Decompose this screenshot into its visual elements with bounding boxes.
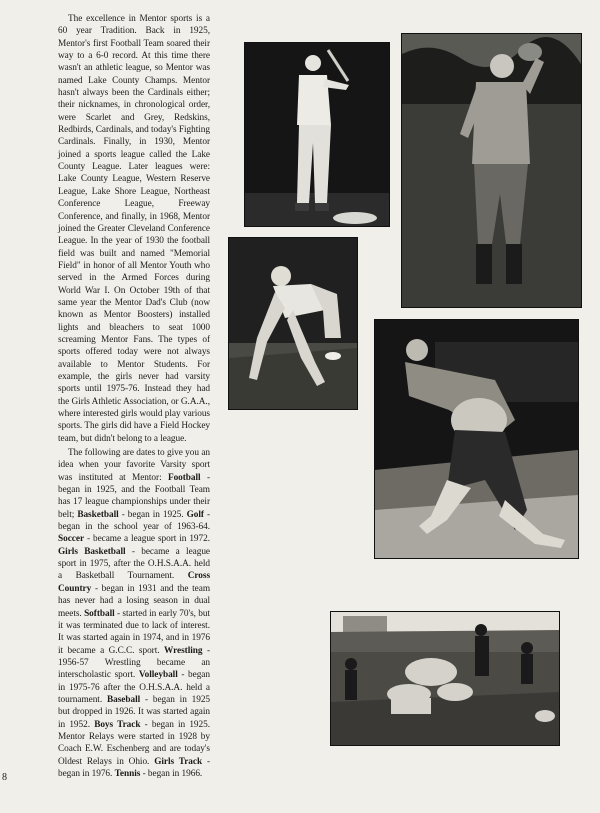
basketball-label: Basketball [77,509,119,520]
wrestling-label: Wrestling [164,645,203,656]
softball-label: Softball [84,608,115,619]
tennis-label: Tennis [114,768,141,779]
baseball-player-photo [245,43,389,226]
volleyball-label: Volleyball [138,670,178,681]
football-game-photo [331,612,559,745]
baseball-label: Baseball [106,694,141,705]
girls-track-label: Girls Track [154,756,203,767]
golf-label: Golf [186,509,204,520]
girls-basketball-label: Girls Basketball [58,546,126,557]
football-label: Football [167,472,201,483]
article-paragraph-sports-dates: The following are dates to give you an idea when your favorite Varsity sport was instituted at Mentor: Football - began in 1925, and the Football Team has 17 league championships under their belt; Basketball - began in 1925. Golf - began in the school year of 1963-64. Soccer - became a league sport in 1972. Girls Basketball - became a league sport in 1975, after the O.H.S.A.A. held a Basketball Tournament. Cross Country - began in 1931 and the team has never had a losing season in dual meets. Softball - started in early 70's, but it was terminated due to lack of interest. It was started again in 1974, and in 1976 it became a G.C.C. sport. Wrestling - 1956-57 Wrestling became an interscholastic sport. Volleyball - began in 1975-76 after the O.H.S.A.A. held a tournament. Baseball - began in 1925 but dropped in 1926. It was started again in 1952. Boys Track - began in 1925. Mentor Relays were started in 1928 by Coach E.W. Eschenberg and are today's Oldest Relays in Ohio. Girls Track - began in 1976. Tennis - began in 1966. [58,448,211,779]
boys-track-label: Boys Track [94,719,141,730]
cross-country-label: Cross Country [58,571,211,594]
football-passer-photo [402,34,581,307]
article-column [58,13,210,780]
page-number: 8 [2,772,7,783]
wrestling-match-photo [375,320,578,558]
soccer-label: Soccer [58,534,85,545]
track-sprinter-photo [229,238,357,409]
article-paragraph-history: The excellence in Mentor sports is a 60 year Tradition. Back in 1925, Mentor's first Football Team soared their way to a 6-0 record. At this time there wasn't an athletic league, so Mentor was named Lake County Champs. Mentor hasn't always been the Cardinals either; their nicknames, in chronological order, were Scarlet and Grey, Redskins, Redbirds, Cardinals, and today's Fighting Cardinals. Finally, in 1930, Mentor joined a sports league called the Lake County League. Later leagues were: Lake County League, Western Reserve League, Lake Shore League, Northeast Conference League, Freeway Conference, and finally, in 1968, Mentor joined the Greater Cleveland Conference League. In the year of 1930 the football field was built and named "Memorial Field" in honor of all Mentor Youth who served in the Armed Forces during World War I. On October 19th of that same year the Mentor Dad's Club (now known as Mentor Boosters) installed lights and bleachers to seat 1000 screaming Mentor Fans. The types of sports offered today were not always available to Mentor Students. For example, the girls never had varsity sports until 1975-76. Instead they had the Girls Athletic Association, or G.A.A., where interested girls would play various sports. The girls did have a Field Hockey team, but didn't belong to a league. [58,14,210,444]
